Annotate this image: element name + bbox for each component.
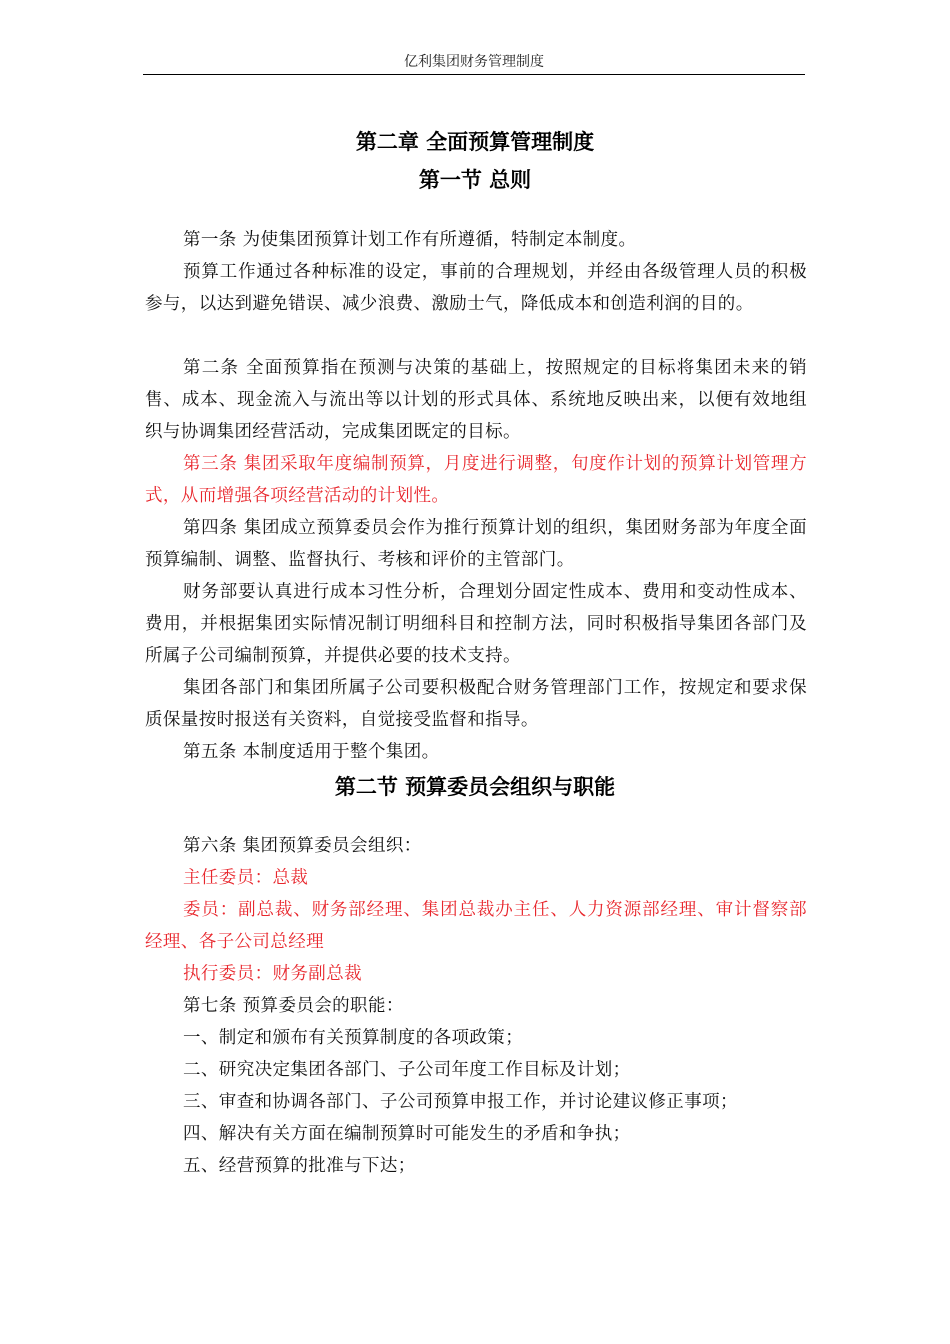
article-1: 第一条 为使集团预算计划工作有所遵循，特制定本制度。 [183,230,637,250]
committee-chair: 主任委员：总裁 [183,868,309,888]
function-item-3: 三、审查和协调各部门、子公司预算申报工作，并讨论建议修正事项； [183,1092,738,1112]
section-title-general: 第一节 总则 [418,168,532,192]
function-item-5: 五、经营预算的批准与下达； [183,1156,416,1176]
paragraph-budget-purpose: 预算工作通过各种标准的设定，事前的合理规划，并经由各级管理人员的积极参与，以达到避免错误、减少浪费、激励士气，降低成本和创造利润的目的。 [145,262,807,314]
committee-members: 委员：副总裁、财务部经理、集团总裁办主任、人力资源部经理、审计督察部经理、各子公司总经理 [145,900,807,952]
chapter-title: 第二章 全面预算管理制度 [355,130,595,154]
article-5: 第五条 本制度适用于整个集团。 [183,742,440,762]
paragraph-cooperation: 集团各部门和集团所属子公司要积极配合财务管理部门工作，按规定和要求保质保量按时报送有关资料，自觉接受监督和指导。 [145,678,807,730]
function-item-2: 二、研究决定集团各部门、子公司年度工作目标及计划； [183,1060,631,1080]
article-7: 第七条 预算委员会的职能： [183,996,404,1016]
page-header: 亿利集团财务管理制度 [143,52,805,75]
function-item-1: 一、制定和颁布有关预算制度的各项政策； [183,1028,524,1048]
article-2: 第二条 全面预算指在预测与决策的基础上，按照规定的目标将集团未来的销售、成本、现金流入与流出等以计划的形式具体、系统地反映出来，以便有效地组织与协调集团经营活动，完成集团既定的目标。 [145,358,807,442]
section-title-committee: 第二节 预算委员会组织与职能 [334,775,616,799]
executive-member: 执行委员：财务副总裁 [183,964,362,984]
function-item-4: 四、解决有关方面在编制预算时可能发生的矛盾和争执； [183,1124,631,1144]
paragraph-finance-dept: 财务部要认真进行成本习性分析，合理划分固定性成本、费用和变动性成本、费用，并根据集团实际情况制订明细科目和控制方法，同时积极指导集团各部门及所属子公司编制预算，并提供必要的技术支持。 [145,582,807,666]
article-4: 第四条 集团成立预算委员会作为推行预算计划的组织，集团财务部为年度全面预算编制、调整、监督执行、考核和评价的主管部门。 [145,518,807,570]
article-6: 第六条 集团预算委员会组织： [183,836,422,856]
article-3-highlighted: 第三条 集团采取年度编制预算，月度进行调整，旬度作计划的预算计划管理方式，从而增强各项经营活动的计划性。 [145,454,807,506]
